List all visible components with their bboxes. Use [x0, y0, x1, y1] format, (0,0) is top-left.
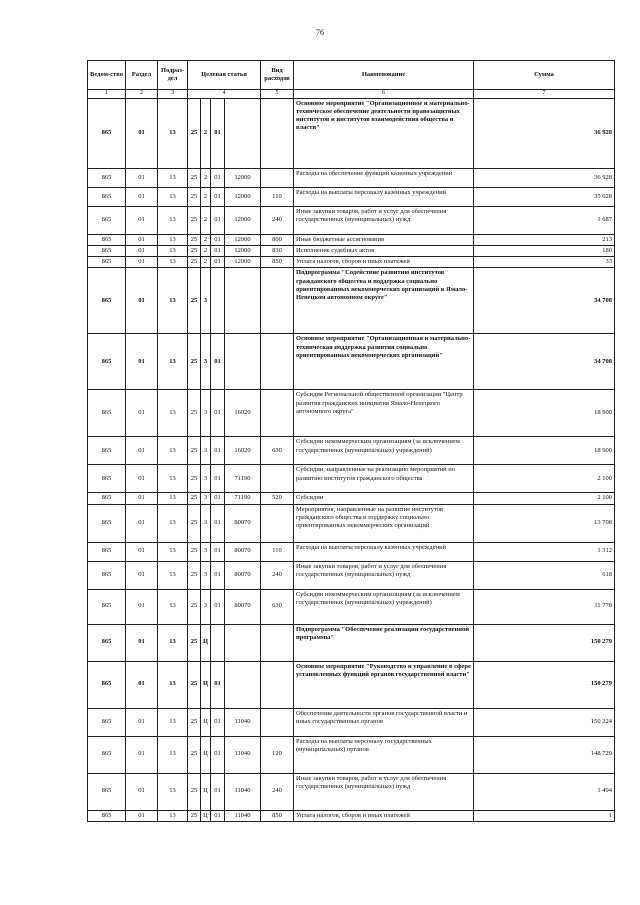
cell-podrazdel: 13 — [158, 561, 188, 589]
cell-razdel: 01 — [126, 736, 158, 773]
cell-direction: 71190 — [225, 493, 261, 504]
cell-summa: 1 494 — [474, 773, 615, 810]
cell-vid-rashodov: 240 — [261, 207, 294, 235]
cell-program: 25 — [188, 169, 201, 188]
cell-vedomstvo: 865 — [88, 708, 126, 736]
cell-naimenovanie: Иные закупки товаров, работ и услуг для обеспечения государственных (муниципальных) нужд — [294, 773, 474, 810]
cell-vid-rashodov — [261, 465, 294, 493]
cell-summa: 11 778 — [474, 589, 615, 624]
cell-podrazdel: 13 — [158, 334, 188, 390]
cell-razdel: 01 — [126, 561, 158, 589]
cell-event: 01 — [211, 589, 225, 624]
cell-razdel: 01 — [126, 188, 158, 207]
cell-razdel: 01 — [126, 465, 158, 493]
cell-program: 25 — [188, 661, 201, 708]
cell-subprogram: 3 — [201, 493, 211, 504]
table-row — [88, 188, 615, 207]
cell-naimenovanie: Субсидии, направленные на реализацию мероприятий по развитию институтов гражданского общества — [294, 465, 474, 493]
cell-podrazdel: 13 — [158, 708, 188, 736]
cell-summa: 2 100 — [474, 493, 615, 504]
cell-event: 01 — [211, 257, 225, 268]
cell-program: 25 — [188, 268, 201, 334]
table-row — [88, 169, 615, 188]
cell-direction: 12000 — [225, 235, 261, 246]
cell-event: 01 — [211, 773, 225, 810]
cell-subprogram: 3 — [201, 390, 211, 437]
cell-naimenovanie: Подпрограмма "Обеспечение реализации государственной программы" — [294, 624, 474, 661]
cell-summa: 2 100 — [474, 465, 615, 493]
column-number: 5 — [261, 90, 294, 99]
cell-naimenovanie: Основное мероприятие "Организационное и материально-техническое обеспечение деятельности правозащитных институтов и институтов взаимодействия общества и власти" — [294, 99, 474, 169]
cell-direction: 12000 — [225, 188, 261, 207]
cell-vid-rashodov: 240 — [261, 561, 294, 589]
cell-podrazdel: 13 — [158, 235, 188, 246]
table-row — [88, 589, 615, 624]
cell-podrazdel: 13 — [158, 257, 188, 268]
cell-naimenovanie: Субсидия Региональной общественной организации "Центр развития гражданских инициатив Ямало-Ненецкого автономного округа" — [294, 390, 474, 437]
cell-podrazdel: 13 — [158, 661, 188, 708]
cell-direction: 71190 — [225, 465, 261, 493]
header-naimenovanie: Наименование — [294, 61, 474, 90]
cell-vedomstvo: 865 — [88, 437, 126, 465]
cell-razdel: 01 — [126, 99, 158, 169]
cell-event: 01 — [211, 661, 225, 708]
cell-direction: 80070 — [225, 542, 261, 561]
cell-program: 25 — [188, 773, 201, 810]
cell-program: 25 — [188, 810, 201, 821]
cell-naimenovanie: Иные закупки товаров, работ и услуг для обеспечения государственных (муниципальных) нужд — [294, 561, 474, 589]
cell-direction: 80070 — [225, 504, 261, 542]
cell-razdel: 01 — [126, 504, 158, 542]
cell-naimenovanie: Уплата налогов, сборов и иных платежей — [294, 257, 474, 268]
cell-program: 25 — [188, 736, 201, 773]
table-row — [88, 504, 615, 542]
cell-summa: 150 279 — [474, 661, 615, 708]
cell-vedomstvo: 865 — [88, 465, 126, 493]
cell-vid-rashodov: 120 — [261, 736, 294, 773]
cell-summa: 618 — [474, 561, 615, 589]
table-row — [88, 561, 615, 589]
cell-vedomstvo: 865 — [88, 207, 126, 235]
cell-vedomstvo: 865 — [88, 736, 126, 773]
cell-vedomstvo: 865 — [88, 773, 126, 810]
cell-naimenovanie: Субсидии — [294, 493, 474, 504]
cell-summa: 1 312 — [474, 542, 615, 561]
cell-vid-rashodov: 850 — [261, 810, 294, 821]
cell-vedomstvo: 865 — [88, 99, 126, 169]
cell-naimenovanie: Расходы на выплаты персоналу государственных (муниципальных) органов — [294, 736, 474, 773]
cell-direction: 11040 — [225, 810, 261, 821]
column-number: 6 — [294, 90, 474, 99]
cell-naimenovanie: Расходы на выплаты персоналу казенных учреждений — [294, 542, 474, 561]
cell-razdel: 01 — [126, 810, 158, 821]
cell-podrazdel: 13 — [158, 188, 188, 207]
cell-vid-rashodov — [261, 504, 294, 542]
cell-program: 25 — [188, 708, 201, 736]
column-number: 2 — [126, 90, 158, 99]
cell-direction — [225, 268, 261, 334]
cell-vedomstvo: 865 — [88, 390, 126, 437]
cell-podrazdel: 13 — [158, 207, 188, 235]
table-row — [88, 246, 615, 257]
cell-vid-rashodov — [261, 334, 294, 390]
cell-event: 01 — [211, 561, 225, 589]
cell-program: 25 — [188, 235, 201, 246]
table-row — [88, 736, 615, 773]
cell-naimenovanie: Мероприятия, направленные на развитие институтов гражданского общества и поддержку социально ориентированных некоммерческих организаций — [294, 504, 474, 542]
cell-summa: 1 — [474, 810, 615, 821]
cell-podrazdel: 13 — [158, 624, 188, 661]
cell-vedomstvo: 865 — [88, 169, 126, 188]
cell-event: 01 — [211, 493, 225, 504]
cell-summa: 34 708 — [474, 334, 615, 390]
cell-razdel: 01 — [126, 493, 158, 504]
cell-vid-rashodov: 520 — [261, 493, 294, 504]
cell-direction: 12000 — [225, 257, 261, 268]
cell-naimenovanie: Иные бюджетные ассигнования — [294, 235, 474, 246]
cell-program: 25 — [188, 589, 201, 624]
table-row — [88, 708, 615, 736]
cell-razdel: 01 — [126, 390, 158, 437]
cell-razdel: 01 — [126, 624, 158, 661]
cell-razdel: 01 — [126, 589, 158, 624]
budget-table — [87, 60, 615, 822]
cell-subprogram: 2 — [201, 246, 211, 257]
table-row — [88, 99, 615, 169]
cell-naimenovanie: Иные закупки товаров, работ и услуг для обеспечения государственных (муниципальных) нужд — [294, 207, 474, 235]
cell-vid-rashodov — [261, 661, 294, 708]
cell-summa: 148 729 — [474, 736, 615, 773]
cell-vid-rashodov: 110 — [261, 542, 294, 561]
cell-vid-rashodov: 630 — [261, 437, 294, 465]
cell-program: 25 — [188, 493, 201, 504]
cell-direction: 12000 — [225, 246, 261, 257]
cell-program: 25 — [188, 257, 201, 268]
cell-event: 01 — [211, 708, 225, 736]
cell-razdel: 01 — [126, 334, 158, 390]
cell-program: 25 — [188, 99, 201, 169]
cell-vedomstvo: 865 — [88, 188, 126, 207]
cell-podrazdel: 13 — [158, 437, 188, 465]
cell-event: 01 — [211, 188, 225, 207]
header-vedomstvo: Ведом-ство — [88, 61, 126, 90]
cell-subprogram: Ц — [201, 773, 211, 810]
cell-razdel: 01 — [126, 207, 158, 235]
cell-podrazdel: 13 — [158, 810, 188, 821]
table-row — [88, 624, 615, 661]
cell-summa: 18 900 — [474, 390, 615, 437]
cell-vedomstvo: 865 — [88, 589, 126, 624]
cell-naimenovanie: Обеспечение деятельности органов государственной власти и иных государственных органов — [294, 708, 474, 736]
column-number-row — [88, 90, 615, 99]
cell-vedomstvo: 865 — [88, 624, 126, 661]
cell-vedomstvo: 865 — [88, 561, 126, 589]
cell-podrazdel: 13 — [158, 504, 188, 542]
cell-razdel: 01 — [126, 542, 158, 561]
cell-subprogram: 3 — [201, 561, 211, 589]
cell-event: 01 — [211, 207, 225, 235]
cell-naimenovanie: Исполнение судебных актов — [294, 246, 474, 257]
cell-vid-rashodov: 830 — [261, 246, 294, 257]
cell-podrazdel: 13 — [158, 736, 188, 773]
cell-subprogram: 2 — [201, 188, 211, 207]
cell-podrazdel: 13 — [158, 390, 188, 437]
cell-naimenovanie: Основное мероприятие "Организационная и материально-техническая поддержка развития социально ориентированных некоммерческих организаций" — [294, 334, 474, 390]
cell-podrazdel: 13 — [158, 465, 188, 493]
header-celevaya-statya: Целевая статья — [188, 61, 261, 90]
table-row — [88, 334, 615, 390]
cell-razdel: 01 — [126, 661, 158, 708]
cell-direction: 16020 — [225, 390, 261, 437]
cell-program: 25 — [188, 207, 201, 235]
cell-direction: 80070 — [225, 589, 261, 624]
table-row — [88, 773, 615, 810]
cell-subprogram: Ц — [201, 708, 211, 736]
cell-event: 01 — [211, 169, 225, 188]
cell-vid-rashodov: 850 — [261, 257, 294, 268]
cell-vid-rashodov — [261, 268, 294, 334]
cell-subprogram: Ц — [201, 736, 211, 773]
cell-subprogram: 2 — [201, 235, 211, 246]
cell-podrazdel: 13 — [158, 268, 188, 334]
cell-naimenovanie: Основное мероприятие "Руководство и управление в сфере установленных функций органов государственной власти" — [294, 661, 474, 708]
cell-program: 25 — [188, 188, 201, 207]
cell-razdel: 01 — [126, 257, 158, 268]
cell-event: 01 — [211, 99, 225, 169]
cell-vedomstvo: 865 — [88, 504, 126, 542]
cell-vid-rashodov: 240 — [261, 773, 294, 810]
header-row — [88, 61, 615, 90]
cell-vid-rashodov: 110 — [261, 188, 294, 207]
column-number: 3 — [158, 90, 188, 99]
table-row — [88, 542, 615, 561]
cell-naimenovanie: Подпрограмма "Содействие развитию институтов гражданского общества и поддержка социально ориентированных некоммерческих организаций в Ямало-Ненецком автономном округе" — [294, 268, 474, 334]
cell-event — [211, 268, 225, 334]
cell-program: 25 — [188, 624, 201, 661]
cell-program: 25 — [188, 334, 201, 390]
table-row — [88, 437, 615, 465]
cell-razdel: 01 — [126, 169, 158, 188]
cell-subprogram: 3 — [201, 437, 211, 465]
cell-summa: 150 224 — [474, 708, 615, 736]
cell-podrazdel: 13 — [158, 493, 188, 504]
cell-razdel: 01 — [126, 246, 158, 257]
cell-program: 25 — [188, 437, 201, 465]
cell-event — [211, 624, 225, 661]
cell-program: 25 — [188, 504, 201, 542]
cell-razdel: 01 — [126, 773, 158, 810]
column-number: 7 — [474, 90, 615, 99]
table-row — [88, 257, 615, 268]
table-row — [88, 661, 615, 708]
cell-direction: 16020 — [225, 437, 261, 465]
cell-direction — [225, 334, 261, 390]
cell-program: 25 — [188, 542, 201, 561]
cell-subprogram: 2 — [201, 169, 211, 188]
cell-vedomstvo: 865 — [88, 493, 126, 504]
cell-event: 01 — [211, 437, 225, 465]
cell-summa: 18 900 — [474, 437, 615, 465]
table-row — [88, 493, 615, 504]
table-row — [88, 268, 615, 334]
column-number: 4 — [188, 90, 261, 99]
page-number: 76 — [316, 28, 324, 37]
cell-event: 01 — [211, 504, 225, 542]
cell-naimenovanie: Уплата налогов, сборов и иных платежей — [294, 810, 474, 821]
cell-podrazdel: 13 — [158, 169, 188, 188]
cell-subprogram: 3 — [201, 504, 211, 542]
cell-event: 01 — [211, 235, 225, 246]
table-row — [88, 810, 615, 821]
cell-vedomstvo: 865 — [88, 661, 126, 708]
cell-direction: 11040 — [225, 773, 261, 810]
cell-summa: 36 928 — [474, 169, 615, 188]
header-vid-rashodov: Вид расходов — [261, 61, 294, 90]
cell-naimenovanie: Субсидии некоммерческим организациям (за исключением государственных (муниципальных) учреждений) — [294, 589, 474, 624]
cell-vedomstvo: 865 — [88, 542, 126, 561]
cell-vid-rashodov: 800 — [261, 235, 294, 246]
cell-summa: 213 — [474, 235, 615, 246]
cell-subprogram: Ц — [201, 810, 211, 821]
cell-vedomstvo: 865 — [88, 257, 126, 268]
cell-event: 01 — [211, 465, 225, 493]
cell-program: 25 — [188, 246, 201, 257]
cell-subprogram: Ц — [201, 661, 211, 708]
cell-event: 01 — [211, 810, 225, 821]
cell-razdel: 01 — [126, 437, 158, 465]
cell-podrazdel: 13 — [158, 589, 188, 624]
cell-vid-rashodov — [261, 624, 294, 661]
cell-direction — [225, 624, 261, 661]
cell-event: 01 — [211, 390, 225, 437]
cell-vid-rashodov — [261, 99, 294, 169]
table-row — [88, 207, 615, 235]
cell-subprogram: Ц — [201, 624, 211, 661]
cell-vedomstvo: 865 — [88, 235, 126, 246]
cell-subprogram: 2 — [201, 207, 211, 235]
cell-program: 25 — [188, 465, 201, 493]
cell-subprogram: 3 — [201, 542, 211, 561]
cell-vedomstvo: 865 — [88, 810, 126, 821]
header-podrazdel: Подраз-дел — [158, 61, 188, 90]
table-row — [88, 465, 615, 493]
cell-event: 01 — [211, 246, 225, 257]
cell-summa: 36 928 — [474, 99, 615, 169]
cell-event: 01 — [211, 542, 225, 561]
cell-subprogram: 2 — [201, 257, 211, 268]
cell-program: 25 — [188, 390, 201, 437]
cell-subprogram: 3 — [201, 334, 211, 390]
cell-vedomstvo: 865 — [88, 334, 126, 390]
table-row — [88, 235, 615, 246]
cell-naimenovanie: Расходы на выплаты персоналу казенных учреждений — [294, 188, 474, 207]
cell-vedomstvo: 865 — [88, 268, 126, 334]
cell-summa: 1 687 — [474, 207, 615, 235]
cell-program: 25 — [188, 561, 201, 589]
header-summa: Сумма — [474, 61, 615, 90]
cell-podrazdel: 13 — [158, 542, 188, 561]
cell-event: 01 — [211, 334, 225, 390]
cell-vid-rashodov — [261, 390, 294, 437]
cell-naimenovanie: Расходы на обеспечение функций казенных учреждений — [294, 169, 474, 188]
cell-razdel: 01 — [126, 268, 158, 334]
cell-vid-rashodov — [261, 169, 294, 188]
table-row — [88, 390, 615, 437]
cell-subprogram: 3 — [201, 268, 211, 334]
cell-summa: 180 — [474, 246, 615, 257]
cell-naimenovanie: Субсидии некоммерческим организациям (за исключением государственных (муниципальных) учреждений) — [294, 437, 474, 465]
cell-vid-rashodov: 630 — [261, 589, 294, 624]
cell-vedomstvo: 865 — [88, 246, 126, 257]
cell-direction: 80070 — [225, 561, 261, 589]
cell-event: 01 — [211, 736, 225, 773]
cell-summa: 150 279 — [474, 624, 615, 661]
cell-summa: 34 708 — [474, 268, 615, 334]
header-razdel: Раздел — [126, 61, 158, 90]
cell-direction: 12000 — [225, 207, 261, 235]
cell-podrazdel: 13 — [158, 99, 188, 169]
cell-direction — [225, 661, 261, 708]
cell-summa: 33 — [474, 257, 615, 268]
cell-direction — [225, 99, 261, 169]
cell-direction: 12000 — [225, 169, 261, 188]
cell-podrazdel: 13 — [158, 246, 188, 257]
cell-subprogram: 3 — [201, 589, 211, 624]
cell-vid-rashodov — [261, 708, 294, 736]
table-body — [88, 99, 615, 822]
cell-subprogram: 3 — [201, 465, 211, 493]
cell-summa: 35 028 — [474, 188, 615, 207]
column-number: 1 — [88, 90, 126, 99]
cell-summa: 13 708 — [474, 504, 615, 542]
cell-subprogram: 2 — [201, 99, 211, 169]
cell-direction: 11040 — [225, 736, 261, 773]
cell-razdel: 01 — [126, 708, 158, 736]
cell-direction: 11040 — [225, 708, 261, 736]
cell-razdel: 01 — [126, 235, 158, 246]
cell-podrazdel: 13 — [158, 773, 188, 810]
